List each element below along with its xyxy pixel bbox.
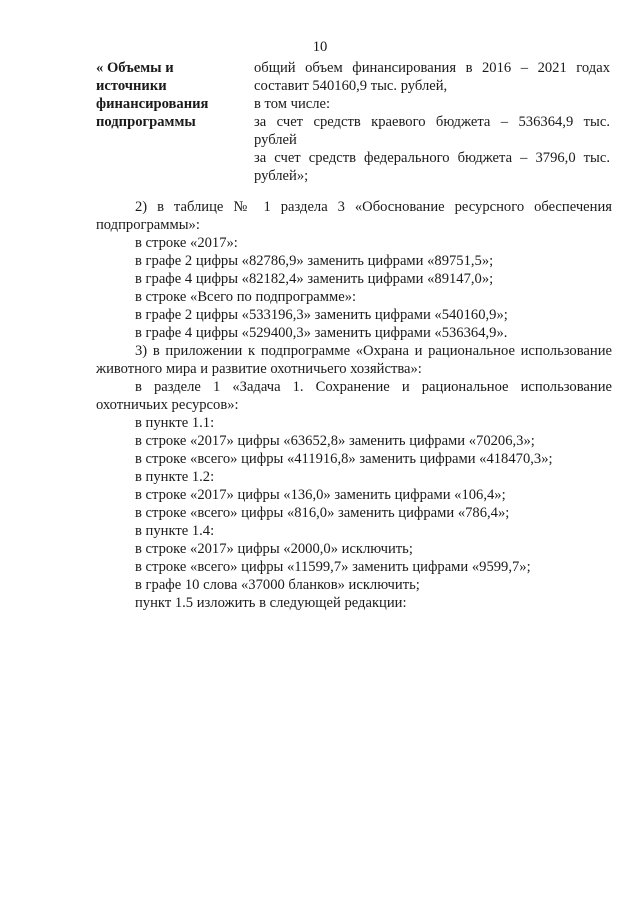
paragraph-line: в строке «всего» цифры «411916,8» заменить цифрами «418470,3»; bbox=[135, 451, 553, 467]
paragraph-line: в строке «Всего по подпрограмме»: bbox=[135, 289, 357, 305]
paragraph-line: в пункте 1.1: bbox=[135, 415, 215, 431]
paragraph-line: в строке «всего» цифры «11599,7» заменить цифрами «9599,7»; bbox=[135, 559, 531, 575]
paragraph-line: в графе 4 цифры «529400,3» заменить цифрами «536364,9». bbox=[135, 325, 508, 341]
passport-value-line: в том числе: bbox=[254, 96, 331, 112]
passport-value-line: общий объем финансирования в 2016 – 2021 годах bbox=[254, 60, 610, 76]
passport-label bbox=[96, 59, 246, 131]
paragraph-line: в графе 2 цифры «82786,9» заменить цифрами «89751,5»; bbox=[135, 253, 494, 269]
paragraph-line: в графе 2 цифры «533196,3» заменить цифрами «540160,9»; bbox=[135, 307, 508, 323]
paragraph-line: в пункте 1.2: bbox=[135, 469, 215, 485]
passport-label-line: подпрограммы bbox=[96, 114, 196, 130]
passport-value bbox=[254, 59, 610, 185]
passport-value-line: составит 540160,9 тыс. рублей, bbox=[254, 78, 448, 94]
paragraph-line: охотничьих ресурсов»: bbox=[96, 397, 239, 413]
paragraph-line: в графе 10 слова «37000 бланков» исключить; bbox=[135, 577, 420, 593]
passport-label-line: « Объемы и bbox=[96, 60, 174, 76]
paragraph-line: в строке «2017»: bbox=[135, 235, 238, 251]
paragraph-line: 3) в приложении к подпрограмме «Охрана и рациональное использование bbox=[135, 343, 612, 359]
paragraph-line: подпрограммы»: bbox=[96, 217, 200, 233]
paragraph-line: в строке «2017» цифры «63652,8» заменить цифрами «70206,3»; bbox=[135, 433, 535, 449]
passport-value-line: рублей»; bbox=[254, 168, 309, 184]
paragraph-line: в графе 4 цифры «82182,4» заменить цифрами «89147,0»; bbox=[135, 271, 494, 287]
passport-value-line: рублей bbox=[254, 132, 297, 148]
amendment-text bbox=[96, 198, 612, 612]
passport-value-line: за счет средств краевого бюджета – 536364,9 тыс. bbox=[254, 114, 610, 130]
paragraph-line: в строке «2017» цифры «136,0» заменить цифрами «106,4»; bbox=[135, 487, 506, 503]
paragraph-line: животного мира и развитие охотничьего хозяйства»: bbox=[96, 361, 422, 377]
paragraph-line: в разделе 1 «Задача 1. Сохранение и рациональное использование bbox=[135, 379, 612, 395]
passport-label-line: финансирования bbox=[96, 96, 209, 112]
paragraph-line: в строке «всего» цифры «816,0» заменить цифрами «786,4»; bbox=[135, 505, 510, 521]
paragraph-line: пункт 1.5 изложить в следующей редакции: bbox=[135, 595, 407, 611]
paragraph-line: в строке «2017» цифры «2000,0» исключить; bbox=[135, 541, 413, 557]
paragraph-line: в пункте 1.4: bbox=[135, 523, 215, 539]
passport-label-line: источники bbox=[96, 78, 167, 94]
paragraph-line: 2) в таблице № 1 раздела 3 «Обоснование ресурсного обеспечения bbox=[135, 199, 612, 215]
passport-value-line: за счет средств федерального бюджета – 3796,0 тыс. bbox=[254, 150, 610, 166]
page-number: 10 bbox=[312, 39, 328, 55]
